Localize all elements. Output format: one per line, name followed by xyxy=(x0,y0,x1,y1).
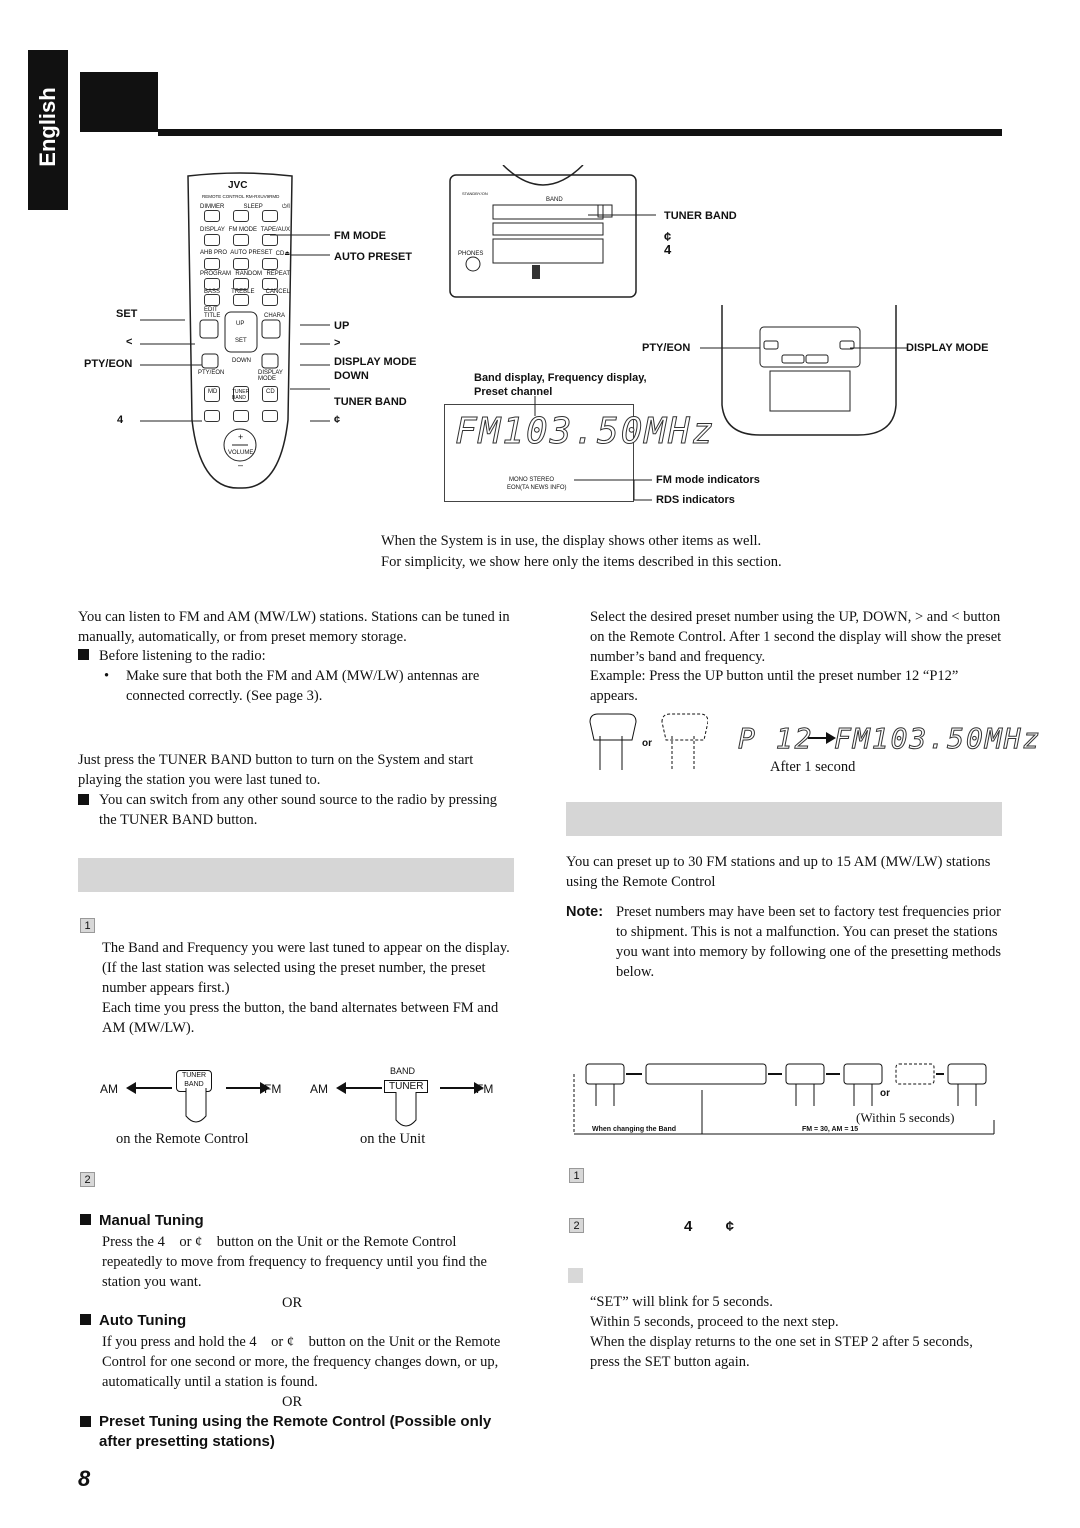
manual-title: Manual Tuning xyxy=(99,1212,204,1229)
fig-am-1: AM xyxy=(100,1082,118,1096)
preset-paragraph: You can preset up to 30 FM stations and up to 15 AM (MW/LW) stations using the Remote Control xyxy=(566,854,991,890)
rds-indicators-label: RDS indicators xyxy=(656,494,735,506)
lcd-p12: P 12 xyxy=(738,722,814,755)
fm-mode-label: FM MODE xyxy=(228,227,257,233)
ahb-pro-label: AHB PRO xyxy=(200,250,228,256)
unit-phones-label: PHONES xyxy=(458,251,484,257)
auto-square xyxy=(80,1314,91,1325)
unit-four: 4 xyxy=(664,242,672,257)
left-step-1-badge: 1 xyxy=(80,918,95,933)
unit-tuner-band: TUNER BAND xyxy=(664,210,737,222)
fig-when: When changing the Band xyxy=(592,1126,676,1133)
preset-or: or xyxy=(642,738,652,749)
unit-cent: ¢ xyxy=(664,229,672,244)
volume-plus[interactable]: + xyxy=(238,432,244,442)
unit-standby-label: STANDBY/ON xyxy=(462,191,488,196)
bullet-square-2 xyxy=(78,794,89,805)
bass-label: BASS xyxy=(204,289,221,295)
tuner-key-unit[interactable]: TUNER xyxy=(384,1080,428,1093)
bullet-dot: • xyxy=(104,668,110,684)
arrow-left-2 xyxy=(336,1076,386,1096)
remote-brand: JVC xyxy=(228,180,248,191)
manual-square xyxy=(80,1214,91,1225)
main-unit xyxy=(448,165,638,300)
front-panel-outline xyxy=(720,305,898,437)
display-label: DISPLAY xyxy=(200,227,225,233)
callout-right: > xyxy=(334,337,341,349)
diagram-note-2: For simplicity, we show here only the items described in this section. xyxy=(381,554,782,570)
fig-tuner-1: TUNER xyxy=(181,1072,207,1079)
bullet-square xyxy=(78,649,89,660)
section-bar-right xyxy=(566,802,1002,836)
callout-tuner-band: TUNER BAND xyxy=(334,396,407,408)
lcd-p12-frequency: FM103.50MHz xyxy=(834,722,1042,755)
front-pty-eon: PTY/EON xyxy=(642,342,691,354)
left-step-2-badge: 2 xyxy=(80,1172,95,1187)
callout-auto-preset: AUTO PRESET xyxy=(334,251,413,263)
volume-minus[interactable]: – xyxy=(238,460,244,470)
fig-fm-2: FM xyxy=(476,1082,494,1096)
down-label[interactable]: DOWN xyxy=(232,358,251,364)
switch-paragraph-text: You can switch from any other sound source to the radio by pressing the TUNER BAND button. xyxy=(99,792,498,828)
fig-band-2: BAND xyxy=(390,1066,416,1076)
dimmer-button[interactable] xyxy=(204,210,220,222)
fig-within: (Within 5 seconds) xyxy=(856,1110,955,1125)
auto-preset-label: AUTO PRESET xyxy=(230,250,273,256)
caption-remote: on the Remote Control xyxy=(116,1131,249,1147)
header-rule xyxy=(158,129,1002,136)
up-label[interactable]: UP xyxy=(236,321,245,327)
callout-pty-eon: PTY/EON xyxy=(84,358,133,370)
front-display-mode: DISPLAY MODE xyxy=(906,342,989,354)
right-step-3-text xyxy=(590,1292,1002,1372)
display-callout-lines xyxy=(534,396,654,506)
auto-tuning-heading xyxy=(80,1312,186,1329)
remote-row1-label xyxy=(200,204,290,211)
step1-p2: (If the last station was selected using the preset number, the preset number appears first.) xyxy=(102,960,486,996)
front-callout-lines xyxy=(700,340,910,360)
right-step-2-badge: 2 xyxy=(569,1218,584,1233)
intro-paragraph: You can listen to FM and AM (MW/LW) stations. Stations can be tuned in manually, automatically, or from preset memory storage. xyxy=(78,609,510,645)
antenna-bullet xyxy=(104,666,516,706)
section-bar-left xyxy=(78,858,514,892)
auto-title: Auto Tuning xyxy=(99,1312,187,1329)
or-1: OR xyxy=(282,1295,303,1311)
unit-callout-line xyxy=(588,205,658,225)
language-tab-label: English xyxy=(35,87,60,167)
display-caption: Band display, Frequency display, xyxy=(474,372,647,384)
set-blink: “SET” will blink for 5 seconds. xyxy=(590,1294,773,1310)
right-example: Example: Press the UP button until the preset number 12 “P12” appears. xyxy=(590,668,959,704)
note-label: Note: xyxy=(566,904,604,920)
note-block xyxy=(566,902,1002,982)
front-panel xyxy=(720,305,898,437)
random-label: RANDOM xyxy=(235,271,263,277)
remote-model: REMOTE CONTROL RM-RXUV9RMD xyxy=(202,194,280,199)
step1-p3: Each time you press the button, the band alternates between FM and AM (MW/LW). xyxy=(102,1000,499,1036)
display-mode-label: DISPLAY MODE xyxy=(258,370,283,382)
arrow-left-1 xyxy=(126,1076,176,1096)
remote-callout-lines xyxy=(140,225,350,435)
right-step-3-badge xyxy=(568,1268,583,1283)
chara-label: CHARA xyxy=(264,313,286,319)
eon-info-indicator: EON(TA NEWS INFO) xyxy=(507,485,567,491)
language-tab xyxy=(28,50,68,210)
fig-band-1: BAND xyxy=(184,1081,204,1088)
preset-tuning-heading xyxy=(80,1412,510,1452)
auto-tuning-text: If you press and hold the 4 or ¢ button on the Unit or the Remote Control for one second or more, the frequency changes down, or up, automatically until a station is found. xyxy=(102,1334,504,1390)
preset-sequence-figure xyxy=(566,1030,1002,1140)
within-5-seconds: Within 5 seconds, proceed to the next step. xyxy=(590,1314,839,1330)
antenna-bullet-text: Make sure that both the FM and AM (MW/LW) antennas are connected correctly. (See page 3). xyxy=(126,668,480,704)
callout-cent: ¢ xyxy=(334,414,341,426)
right-p1: Select the desired preset number using the UP, DOWN, > and < button on the Remote Control. After 1 second the display will show the preset number’s band and frequency. xyxy=(590,609,1002,665)
manual-tuning-text: Press the 4 or ¢ button on the Unit or the Remote Control repeatedly to move from frequency to frequency until you find the station you want. xyxy=(102,1234,491,1290)
preset-title: Preset Tuning using the Remote Control (Possible only after presetting stations) xyxy=(99,1413,492,1450)
fig-or: or xyxy=(880,1088,890,1099)
header-black-box xyxy=(80,72,158,132)
sleep-label: SLEEP xyxy=(243,204,263,210)
finger-icon-1 xyxy=(182,1088,212,1128)
display-caption-2: Preset channel xyxy=(474,386,553,398)
fig-count: FM = 30, AM = 15 xyxy=(802,1126,859,1133)
tape-aux-label: TAPE/AUX xyxy=(260,227,290,233)
fm-mode-indicators-label: FM mode indicators xyxy=(656,474,760,486)
right-step-1-badge: 1 xyxy=(569,1168,584,1183)
pty-eon-label: PTY/EON xyxy=(198,370,225,376)
sleep-button[interactable] xyxy=(233,210,249,222)
diagram-note-1: When the System is in use, the display shows other items as well. xyxy=(381,533,762,549)
treble-label: TREBLE xyxy=(231,289,255,295)
or-2: OR xyxy=(282,1394,303,1410)
after-1-second: After 1 second xyxy=(770,759,856,775)
callout-set: SET xyxy=(116,308,138,320)
preset-square xyxy=(80,1416,91,1427)
mono-stereo-indicator: MONO STEREO xyxy=(509,477,555,483)
cd-label: CD⏏ xyxy=(275,251,290,257)
before-listening-text: Before listening to the radio: xyxy=(99,648,266,664)
cd-play-label: CD xyxy=(266,389,275,395)
fig-am-2: AM xyxy=(310,1082,328,1096)
volume-label: VOLUME xyxy=(228,450,254,456)
switch-paragraph xyxy=(78,790,516,830)
callout-left: < xyxy=(126,336,133,348)
callout-down: DOWN xyxy=(334,370,369,382)
fig-fm-1: FM xyxy=(264,1082,282,1096)
main-unit-outline xyxy=(448,165,638,300)
tuner-band-label: TUNER BAND xyxy=(232,389,250,401)
callout-display-mode: DISPLAY MODE xyxy=(334,356,417,368)
right-step-2-keys: 4 ¢ xyxy=(684,1218,735,1235)
repeat-label: REPEAT xyxy=(266,271,290,277)
callout-four: 4 xyxy=(117,414,124,426)
power-label: ⏻/I xyxy=(281,204,290,210)
callout-fm-mode: FM MODE xyxy=(334,230,386,242)
tuner-band-paragraph: Just press the TUNER BAND button to turn on the System and start playing the station you were last tuned to. xyxy=(78,752,474,788)
unit-band-label: BAND xyxy=(546,197,563,203)
caption-unit: on the Unit xyxy=(360,1131,426,1147)
note-text: Preset numbers may have been set to factory test frequencies prior to shipment. This is not a malfunction. You can preset the stations you want into memory by following one of the presetting methods below. xyxy=(616,904,1001,980)
lcd-frequency: FM103.50MHz xyxy=(455,411,716,452)
callout-up: UP xyxy=(334,320,350,332)
cancel-label: CANCEL xyxy=(265,289,290,295)
before-listening xyxy=(78,646,516,666)
step1-p1: The Band and Frequency you were last tuned to appear on the display. xyxy=(102,940,510,956)
set-label[interactable]: SET xyxy=(235,338,247,344)
dimmer-label: DIMMER xyxy=(200,204,225,210)
edit-label: EDIT xyxy=(204,307,218,313)
finger-icon-2 xyxy=(392,1092,422,1132)
program-label: PROGRAM xyxy=(200,271,232,277)
left-step-1-text xyxy=(102,938,516,1038)
title-label: TITLE xyxy=(204,313,221,319)
md-label: MD xyxy=(208,389,218,395)
manual-tuning-heading xyxy=(80,1212,204,1229)
display-returns: When the display returns to the one set in STEP 2 after 5 seconds, press the SET button again. xyxy=(590,1334,973,1370)
power-button[interactable] xyxy=(262,210,278,222)
page-number: 8 xyxy=(78,1466,91,1491)
